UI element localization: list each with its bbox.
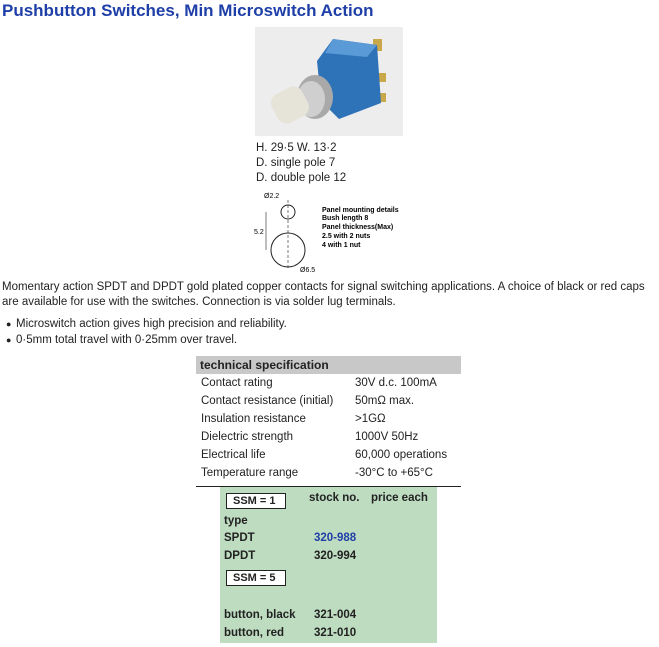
ordering-table [220, 487, 437, 643]
diagram-dia-large: Ø6.5 [300, 267, 316, 274]
table-row [196, 446, 461, 464]
list-item [6, 332, 287, 348]
diagram-note: 4 with 1 nut [322, 242, 361, 249]
spec-label: Contact resistance (initial) [201, 395, 334, 407]
order-type: DPDT [224, 550, 256, 562]
spec-label: Insulation resistance [201, 413, 306, 425]
type-label: type [224, 515, 248, 527]
order-type: SPDT [224, 532, 255, 544]
order-type: button, red [224, 627, 285, 639]
dimension-line: D. double pole 12 [256, 172, 347, 184]
table-row [196, 464, 461, 482]
price-header: price each [371, 492, 428, 504]
bullet-icon: ● [6, 319, 12, 329]
dimension-line: H. 29·5 W. 13·2 [256, 142, 337, 154]
panel-mounting-diagram [252, 190, 422, 274]
order-type: button, black [224, 609, 296, 621]
spec-value: 30V d.c. 100mA [355, 377, 437, 389]
list-item [6, 316, 287, 332]
spec-value: 60,000 operations [355, 449, 448, 461]
stock-number: 321-004 [314, 609, 357, 621]
product-description: Momentary action SPDT and DPDT gold plated copper contacts for signal switching applications. A choice of black or red caps are available for use with the switches. Connection is via solder lug terminals. [2, 281, 645, 308]
bullet-icon: ● [6, 335, 12, 345]
dimensions-list [256, 141, 346, 186]
table-row [196, 410, 461, 428]
spec-value: >1GΩ [355, 413, 386, 425]
ssm-box: SSM = 1 [226, 493, 286, 509]
spec-label: Dielectric strength [201, 431, 294, 443]
ssm-box: SSM = 5 [226, 570, 286, 586]
spec-label: Contact rating [201, 377, 273, 389]
diagram-note: Panel thickness(Max) [322, 224, 394, 231]
spec-label: Temperature range [201, 467, 299, 479]
page-title: Pushbutton Switches, Min Microswitch Action [2, 1, 374, 20]
spec-header: technical specification [196, 356, 461, 374]
product-photo [255, 27, 403, 136]
spec-value: -30°C to +65°C [355, 467, 433, 479]
technical-spec-table [196, 356, 461, 487]
stock-header: stock no. [309, 492, 360, 504]
table-row [196, 392, 461, 410]
feature-list [6, 316, 287, 348]
diagram-height: 5.2 [254, 229, 264, 236]
spec-label: Electrical life [201, 449, 266, 461]
diagram-dia-small: Ø2.2 [264, 193, 280, 200]
table-row [196, 428, 461, 446]
diagram-note: Bush length 8 [322, 215, 369, 222]
spec-value: 50mΩ max. [355, 395, 415, 407]
stock-number-link[interactable]: 320-988 [314, 532, 357, 544]
diagram-note: Panel mounting details [322, 207, 399, 214]
dimension-line: D. single pole 7 [256, 157, 336, 169]
list-item-text: 0·5mm total travel with 0·25mm over travel. [16, 334, 238, 346]
spec-value: 1000V 50Hz [355, 431, 419, 443]
diagram-note: 2.5 with 2 nuts [322, 233, 371, 240]
list-item-text: Microswitch action gives high precision and reliability. [16, 318, 287, 330]
stock-number: 320-994 [314, 550, 357, 562]
stock-number: 321-010 [314, 627, 357, 639]
table-row [196, 374, 461, 392]
